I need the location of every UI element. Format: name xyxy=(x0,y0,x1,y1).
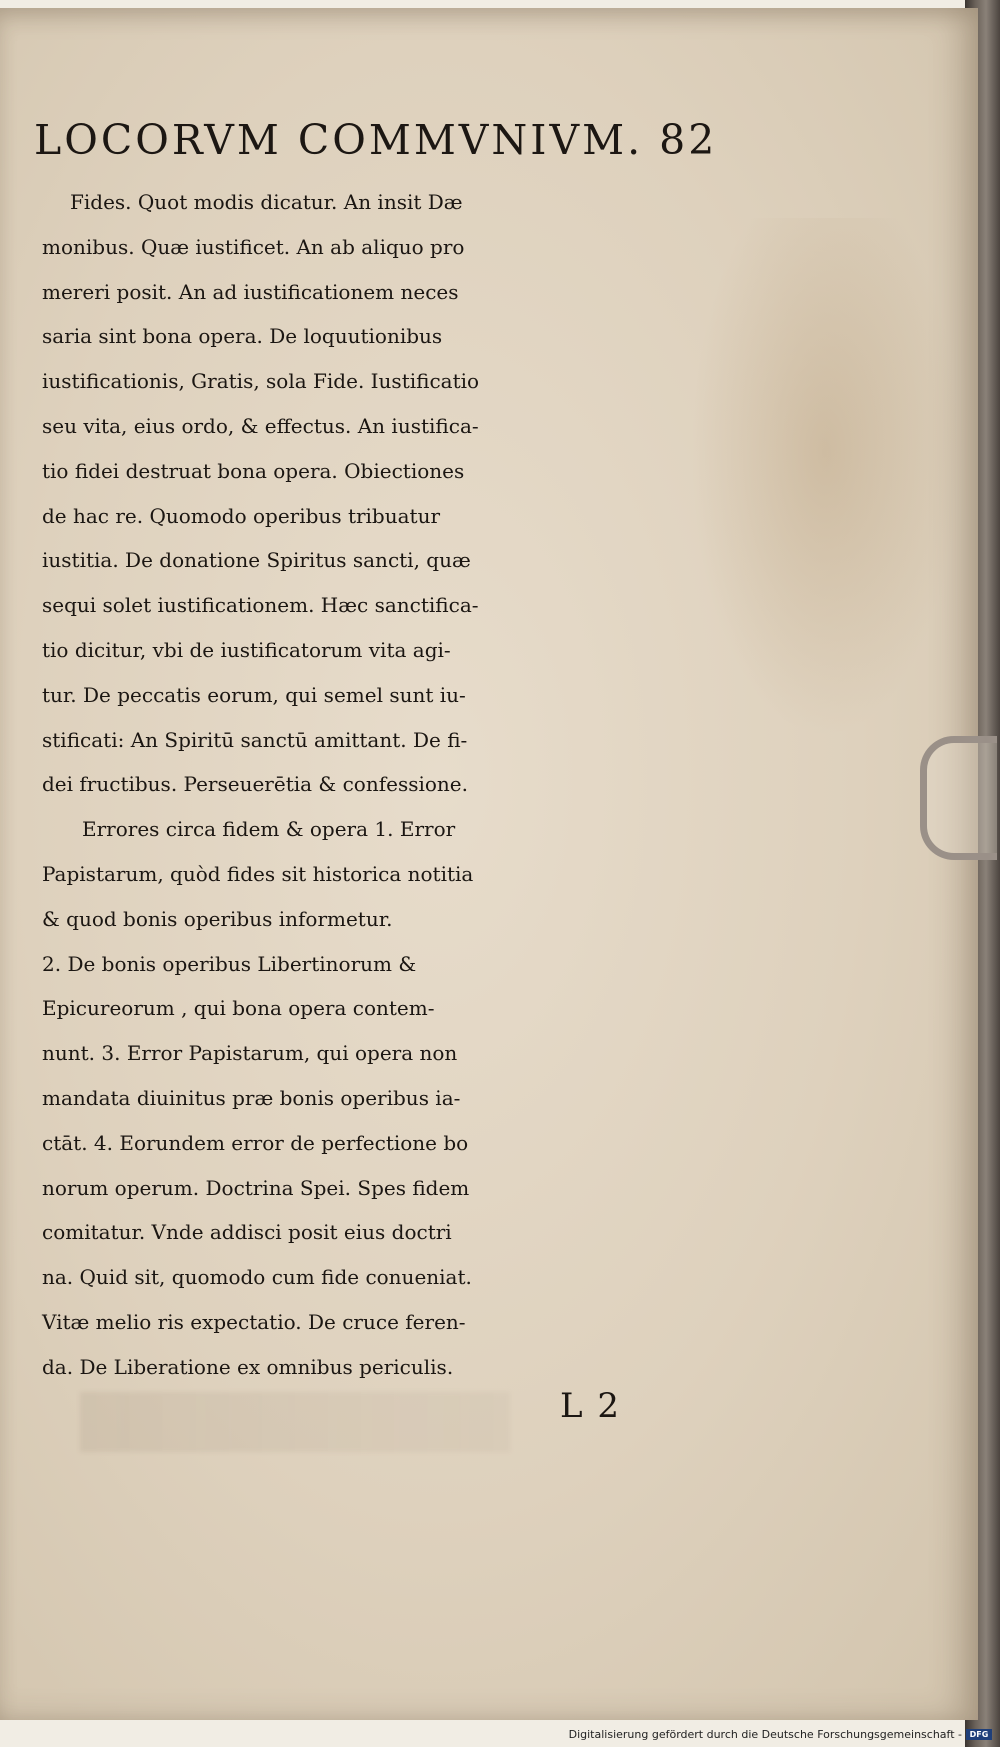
text-line: tur. De peccatis eorum, qui semel sunt iu- xyxy=(42,682,466,707)
text-line: Epicureorum , qui bona opera contem- xyxy=(42,996,435,1021)
text-line: Vitæ melio ris expectatio. De cruce feren- xyxy=(42,1309,466,1334)
signature-mark: L 2 xyxy=(560,1386,622,1426)
text-line: da. De Liberatione ex omnibus periculis. xyxy=(42,1354,454,1379)
text-line: sequi solet iustificationem. Hæc sanctifica- xyxy=(42,593,479,618)
text-line: comitatur. Vnde addisci posit eius doctri xyxy=(42,1220,452,1245)
text-line: Fides. Quot modis dicatur. An insit Dæ xyxy=(70,190,463,214)
text-line: ctāt. 4. Eorundem error de perfectione bo xyxy=(42,1130,469,1155)
text-line: tio fidei destruat bona opera. Obiectiones xyxy=(42,458,465,483)
text-line: seu vita, eius ordo, & effectus. An iustifica- xyxy=(42,413,479,438)
text-line: mandata diuinitus præ bonis operibus ia- xyxy=(42,1085,461,1110)
text-line: de hac re. Quomodo operibus tribuatur xyxy=(42,503,441,528)
running-header: LOCORVM COMMVNIVM. 82 xyxy=(34,116,718,164)
text-line: stificati: An Spiritū sanctū amittant. De fi- xyxy=(42,727,468,752)
page-text xyxy=(42,180,742,1390)
text-line: mereri posit. An ad iustificationem neces xyxy=(42,279,459,304)
text-line: & quod bonis operibus informetur. xyxy=(42,906,393,931)
text-line: iustificationis, Gratis, sola Fide. Iustificatio xyxy=(42,369,480,394)
dfg-logo: DFG xyxy=(966,1729,992,1740)
text-line: iustitia. De donatione Spiritus sancti, quæ xyxy=(42,548,471,573)
text-line: dei fructibus. Perseuerētia & confessione. xyxy=(42,772,468,797)
text-line: 2. De bonis operibus Libertinorum & xyxy=(42,951,417,976)
text-line: tio dicitur, vbi de iustificatorum vita agi- xyxy=(42,637,451,662)
text-line: Errores circa fidem & opera 1. Error xyxy=(82,817,456,842)
text-line: norum operum. Doctrina Spei. Spes fidem xyxy=(42,1175,470,1200)
show-through-text xyxy=(80,1392,510,1452)
text-line: nunt. 3. Error Papistarum, qui opera non xyxy=(42,1041,458,1066)
text-line: monibus. Quæ iustificet. An ab aliquo pro xyxy=(42,234,465,259)
text-line: saria sint bona opera. De loquutionibus xyxy=(42,324,443,349)
credit-text: Digitalisierung gefördert durch die Deutsche Forschungsgemeinschaft - xyxy=(568,1728,962,1741)
book-clasp xyxy=(920,736,997,860)
text-line: na. Quid sit, quomodo cum fide conueniat. xyxy=(42,1265,472,1290)
digitization-credit xyxy=(569,1728,992,1741)
text-line: Papistarum, quòd fides sit historica notitia xyxy=(42,861,474,886)
